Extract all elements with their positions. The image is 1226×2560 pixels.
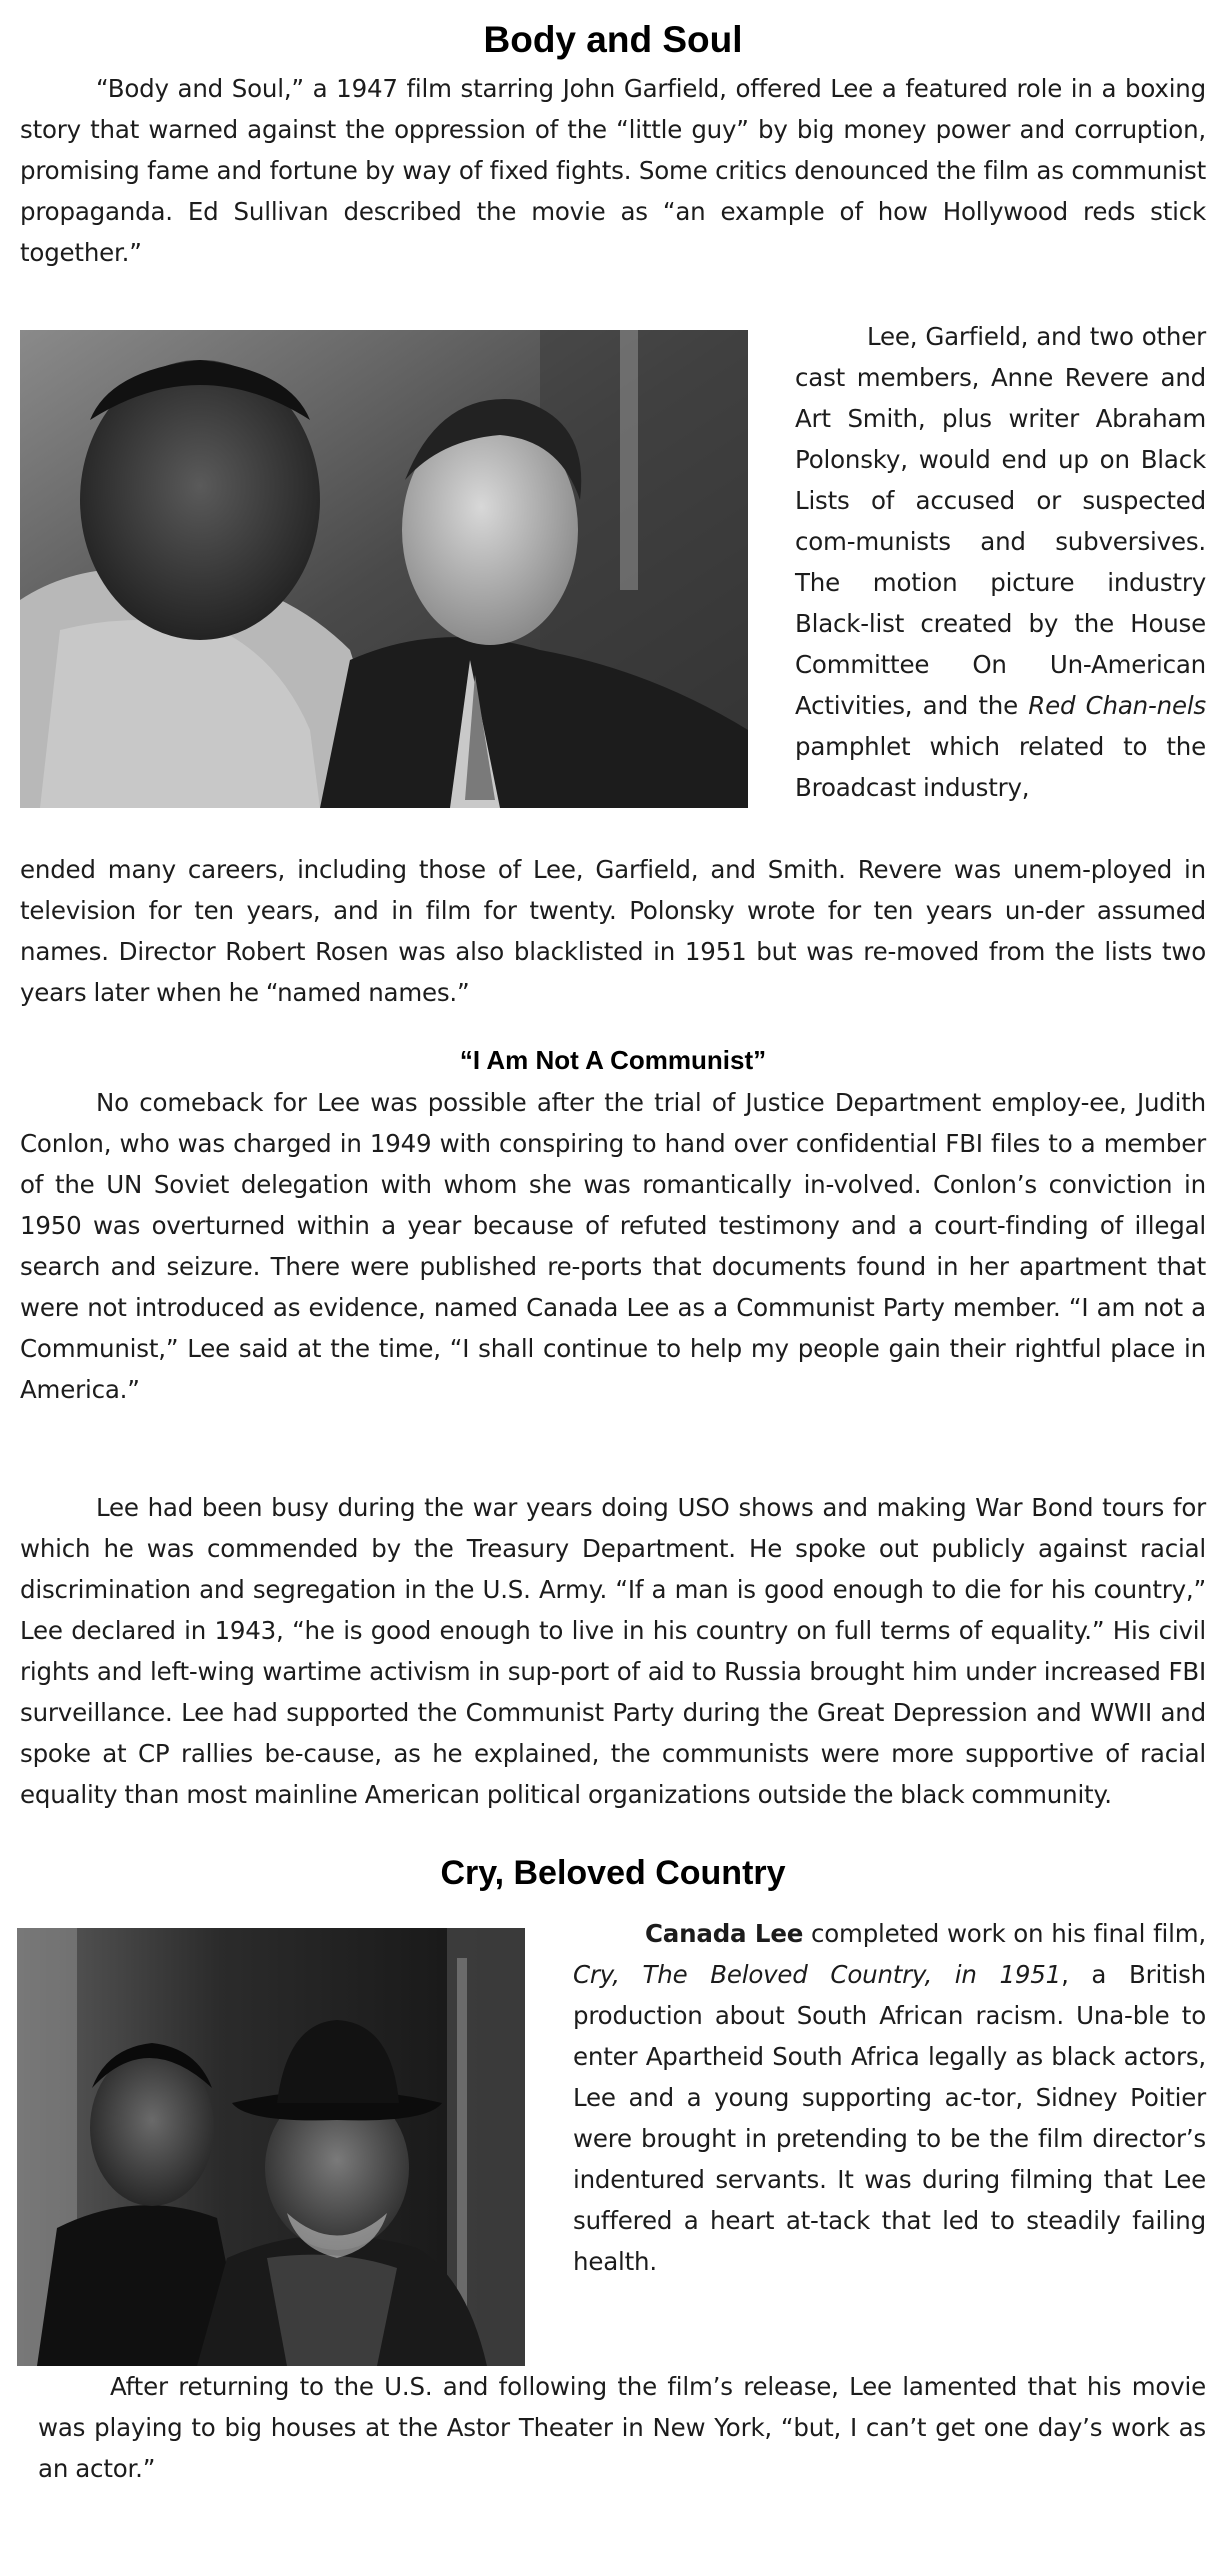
cry-beloved-country-film-title: Cry, The Beloved Country, in 1951 [573, 1960, 1062, 1989]
war-years-paragraph: Lee had been busy during the war years doing USO shows and making War Bond tours for which he was commended by the Treasury Department. He spoke out publicly against racial discrimination and segregation in the U.S. Army. “If a man is good enough to die for his country,” Lee declared in 1943, “he is good enough to live in his country on full terms of equality.” His civil rights and left-wing wartime activism in sup-port of aid to Russia brought him under increased FBI surveillance. Lee had supported the Communist Party during the Great Depression and WWII and spoke at CP rallies be-cause, as he explained, the communists were more supportive of racial equality than most mainline American political organizations outside the black community. [20, 1493, 1206, 1809]
intro-paragraph: “Body and Soul,” a 1947 film starring John Garfield, offered Lee a featured role in a boxing story that warned against the oppression of the “little guy” by big money power and corruption, promising fame and fortune by way of fixed fights. Some critics denounced the film as communist propaganda. Ed Sullivan described the movie as “an example of how Hollywood reds stick together.” [20, 74, 1206, 267]
section-title-not-a-communist: “I Am Not A Communist” [459, 1045, 767, 1075]
canada-lee-name: Canada Lee [645, 1919, 804, 1948]
final-film-text-a: completed work on his final film, [803, 1919, 1206, 1948]
final-film-text-b: , a British production about South African racism. Una-ble to enter Apartheid South Africa legally as black actors, Lee and a young supporting ac-tor, Sidney Poitier were brought in pretending to be the film director’s indentured servants. It was during filming that Lee suffered a heart at-tack that led to steadily failing health. [573, 1960, 1206, 2276]
blacklist-text-a: Lee, Garfield, and two other cast members, Anne Revere and Art Smith, plus writer Abraham Polonsky, would end up on Black Lists of accused or suspected com-munists and subversives. The motion picture industry Black-list created by the House Committee On Un-American Activities, and the [795, 322, 1206, 720]
closing-paragraph: After returning to the U.S. and following the film’s release, Lee lamented that his movie was playing to big houses at the Astor Theater in New York, “but, I can’t get one day’s work as an actor.” [38, 2372, 1206, 2483]
photo-cry-beloved-country-still [17, 1928, 525, 2366]
conlon-trial-paragraph: No comeback for Lee was possible after the trial of Justice Department employ-ee, Judith Conlon, who was charged in 1949 with conspiring to hand over confidential FBI files to a member of the UN Soviet delegation with whom she was romantically in-volved. Conlon’s conviction in 1950 was overturned within a year because of refuted testimony and a court-finding of illegal search and seizure. There were published re-ports that documents found in her apartment that were not introduced as evidence, named Canada Lee as a Communist Party member. “I am not a Communist,” Lee said at the time, “I shall continue to help my people gain their rightful place in America.” [20, 1088, 1206, 1404]
red-channels-title: Red Chan-nels [1028, 691, 1206, 720]
final-film-paragraph [573, 1913, 1206, 2282]
blacklist-text-b: pamphlet which related to the Broadcast industry, [795, 732, 1206, 802]
blacklist-paragraph [795, 316, 1206, 808]
blacklist-paragraph-continued: ended many careers, including those of Lee, Garfield, and Smith. Revere was unem-ployed in television for ten years, and in film for twenty. Polonsky wrote for ten years un-der assumed names. Director Robert Rosen was also blacklisted in 1951 but was re-moved from the lists two years later when he “named names.” [20, 855, 1206, 1007]
section-title-cry-beloved-country: Cry, Beloved Country [440, 1854, 786, 1892]
section-title-body-and-soul: Body and Soul [483, 19, 743, 60]
photo-body-and-soul-still [20, 330, 748, 808]
